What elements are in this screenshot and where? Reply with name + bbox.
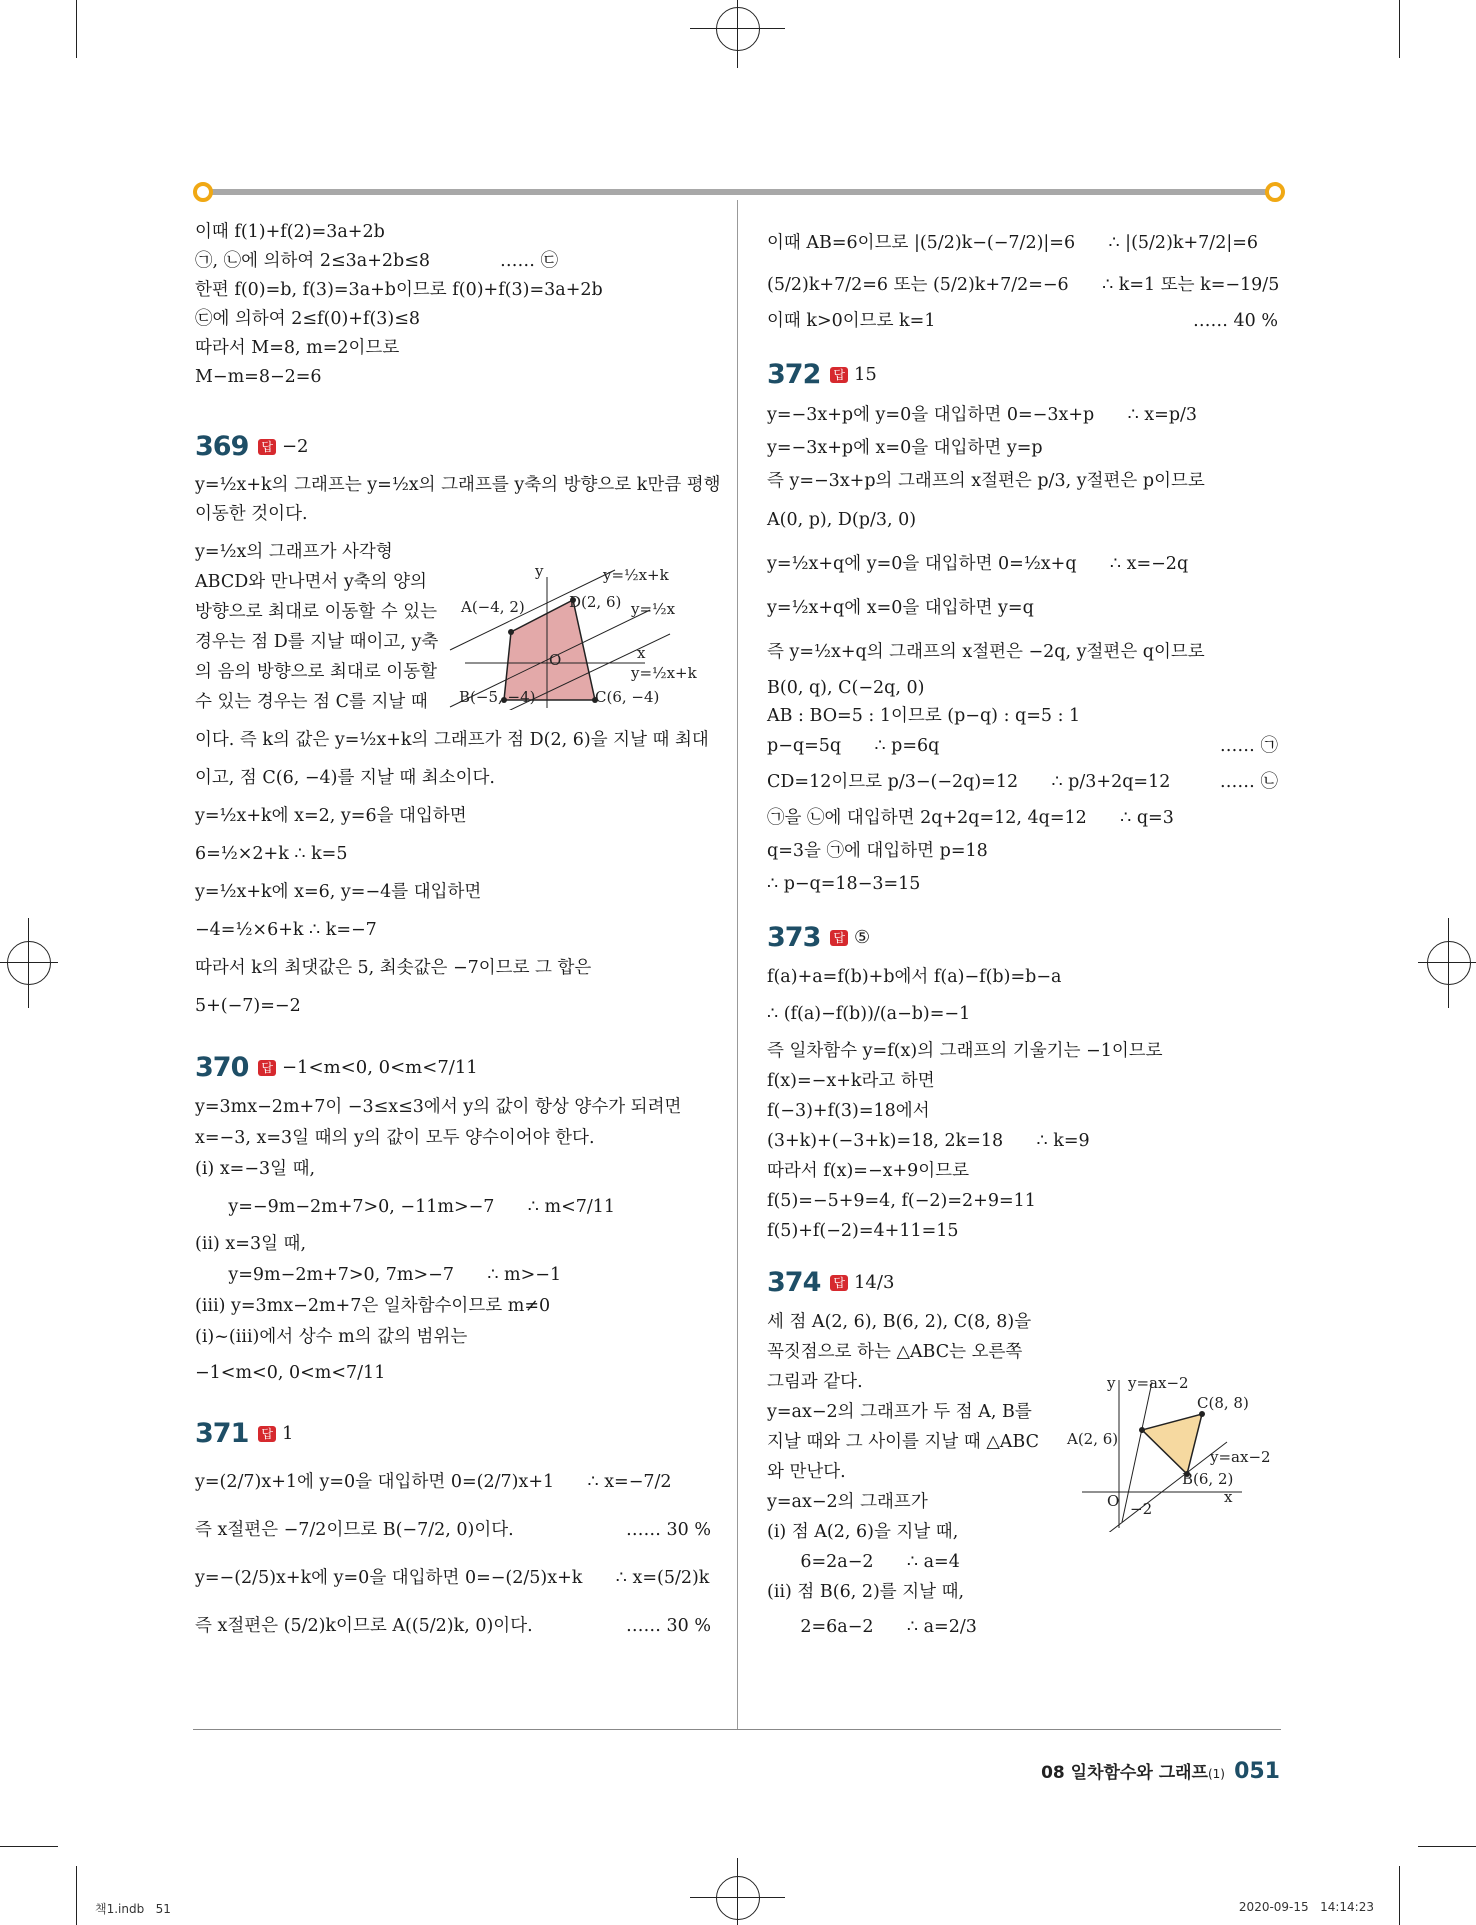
crop-mark xyxy=(76,1866,77,1925)
label-o: O xyxy=(549,651,562,669)
registration-mark xyxy=(1427,941,1471,985)
figure-369 xyxy=(445,562,715,710)
text-line: 지날 때와 그 사이를 지날 때 △ABC xyxy=(767,1432,1040,1452)
problem-372-header xyxy=(767,360,1282,389)
answer-value: −1<m<0, 0<m<7/11 xyxy=(281,1057,478,1078)
registration-mark xyxy=(716,7,760,51)
text-line: 이때 k>0이므로 k=1 …… 40 % xyxy=(767,306,1282,336)
text-line: y=−9m−2m+7>0, −11m>−7 ∴ m<7/11 xyxy=(195,1197,616,1217)
text-line: 그림과 같다. xyxy=(767,1372,863,1392)
text-line: 이때 f(1)+f(2)=3a+2b xyxy=(195,222,385,242)
problem-371-header xyxy=(195,1419,715,1448)
text-line: y=½x+k의 그래프는 y=½x의 그래프를 y축의 방향으로 k만큼 평행 xyxy=(195,475,721,495)
text-line: y=½x+q에 y=0을 대입하면 0=½x+q ∴ x=−2q xyxy=(767,554,1189,574)
answer-value: 14/3 xyxy=(853,1272,895,1293)
label-o: O xyxy=(1107,1492,1120,1510)
label-x: x xyxy=(637,644,646,662)
text-line: y=ax−2의 그래프가 xyxy=(767,1492,928,1512)
registration-mark xyxy=(737,0,738,68)
answer-badge: 답 xyxy=(258,439,276,455)
equation-marker: …… ㉡ xyxy=(1219,772,1278,792)
equation-marker: …… ㉢ xyxy=(500,251,559,271)
text-line: 즉 x절편은 −7/2이므로 B(−7/2, 0)이다. …… 30 % xyxy=(195,1506,715,1554)
crop-mark xyxy=(1399,0,1400,58)
text-line: 수 있는 경우는 점 C를 지날 때 xyxy=(195,692,428,712)
text-line: (ⅲ) y=3mx−2m+7은 일차함수이므로 m≠0 xyxy=(195,1296,551,1316)
text-line: p−q=5q ∴ p=6q …… ㉠ xyxy=(767,730,1282,762)
text-line: ∴ p−q=18−3=15 xyxy=(767,874,921,894)
text-line: ㉢에 의하여 2≤f(0)+f(3)≤8 xyxy=(195,309,421,329)
point-a xyxy=(1139,1427,1145,1433)
text-line: 따라서 k의 최댓값은 5, 최솟값은 −7이므로 그 합은 xyxy=(195,958,592,978)
text-line: 5+(−7)=−2 xyxy=(195,996,301,1016)
text-line: −4=½×6+k ∴ k=−7 xyxy=(195,920,377,940)
score-mark: …… 30 % xyxy=(625,1616,711,1636)
text-line: ㉠, ㉡에 의하여 2≤3a+2b≤8 …… ㉢ xyxy=(195,251,559,271)
label-line-middle: y=½x xyxy=(631,600,676,618)
answer-value: ⑤ xyxy=(853,927,871,948)
text-line: 세 점 A(2, 6), B(6, 2), C(8, 8)을 xyxy=(767,1312,1032,1332)
text-line: (ⅰ) x=−3일 때, xyxy=(195,1159,316,1179)
label-line-shallow: y=ax−2 xyxy=(1210,1448,1271,1466)
text-line: y=9m−2m+7>0, 7m>−7 ∴ m>−1 xyxy=(195,1265,562,1285)
chapter-title: 08 일차함수와 그래프 xyxy=(1041,1763,1208,1783)
text-line: 이동한 것이다. xyxy=(195,504,308,524)
text-line: y=−(2/5)x+k에 y=0을 대입하면 0=−(2/5)x+k ∴ x=(5/2)k xyxy=(195,1568,710,1588)
registration-mark xyxy=(7,941,51,985)
label-y: y xyxy=(535,562,544,580)
label-neg2: −2 xyxy=(1130,1500,1153,1518)
slug-right: 2020-09-15 14:14:23 xyxy=(1238,1900,1374,1914)
text-line: (ⅰ)~(ⅲ)에서 상수 m의 값의 범위는 xyxy=(195,1327,468,1347)
text-line: AB : BO=5 : 1이므로 (p−q) : q=5 : 1 xyxy=(767,706,1081,726)
text-line: 이다. 즉 k의 값은 y=½x+k의 그래프가 점 D(2, 6)을 지날 때 최대 xyxy=(195,730,709,750)
answer-badge: 답 xyxy=(258,1426,276,1442)
left-column xyxy=(195,218,721,1650)
crop-mark xyxy=(1418,1846,1476,1847)
side-text-block xyxy=(195,537,440,717)
problem-370-header xyxy=(195,1053,715,1082)
triangle-abc xyxy=(1142,1414,1202,1474)
text-line: f(5)+f(−2)=4+11=15 xyxy=(767,1221,959,1241)
text-line: y=½x+k에 x=2, y=6을 대입하면 xyxy=(195,806,467,826)
text-line: f(a)+a=f(b)+b에서 f(a)−f(b)=b−a xyxy=(767,967,1062,987)
text-line: 이고, 점 C(6, −4)를 지날 때 최소이다. xyxy=(195,768,495,788)
text-line: 이때 AB=6이므로 |(5/2)k−(−7/2)|=6 ∴ |(5/2)k+7/2|=6 xyxy=(767,233,1259,253)
label-line-lower: y=½x+k xyxy=(631,664,697,682)
text-line: 즉 x절편은 (5/2)k이므로 A((5/2)k, 0)이다. …… 30 % xyxy=(195,1602,715,1650)
text-line: 2=6a−2 ∴ a=2/3 xyxy=(767,1617,977,1637)
text-line: ㉠을 ㉡에 대입하면 2q+2q=12, 4q=12 ∴ q=3 xyxy=(767,808,1174,828)
text-line: y=½x+k에 x=6, y=−4를 대입하면 xyxy=(195,882,482,902)
text-line: 즉 y=−3x+p의 그래프의 x절편은 p/3, y절편은 p이므로 xyxy=(767,471,1205,491)
crop-mark xyxy=(76,0,77,58)
header-rule xyxy=(202,189,1272,195)
label-line-upper: y=½x+k xyxy=(603,566,669,584)
footer-rule xyxy=(193,1729,1281,1730)
text-line: y=½x의 그래프가 사각형 xyxy=(195,542,393,562)
registration-mark xyxy=(28,918,29,1008)
label-a: A(−4, 2) xyxy=(461,598,525,616)
label-b: B(−5, −4) xyxy=(459,688,536,706)
label-b: B(6, 2) xyxy=(1182,1470,1234,1488)
text-line: 의 음의 방향으로 최대로 이동할 xyxy=(195,662,438,682)
equation-marker: …… ㉠ xyxy=(1219,736,1278,756)
text-line: A(0, p), D(p/3, 0) xyxy=(767,510,917,530)
header-rule-right-dot xyxy=(1265,182,1285,202)
answer-value: −2 xyxy=(281,436,309,457)
answer-value: 15 xyxy=(853,364,877,385)
text-line: (ⅱ) 점 B(6, 2)를 지날 때, xyxy=(767,1582,965,1602)
text-line: 와 만난다. xyxy=(767,1462,846,1482)
text-line: y=−3x+p에 y=0을 대입하면 0=−3x+p ∴ x=p/3 xyxy=(767,405,1198,425)
label-d: D(2, 6) xyxy=(569,593,622,611)
score-mark: …… 40 % xyxy=(1192,311,1278,331)
slug-left: 책1.indb 51 xyxy=(95,1902,171,1916)
text-line: 즉 일차함수 y=f(x)의 그래프의 기울기는 −1이므로 xyxy=(767,1041,1163,1061)
label-y: y xyxy=(1107,1374,1116,1392)
score-mark: …… 30 % xyxy=(625,1520,711,1540)
text-line: y=(2/7)x+1에 y=0을 대입하면 0=(2/7)x+1 ∴ x=−7/2 xyxy=(195,1472,672,1492)
page-footer xyxy=(1041,1758,1280,1784)
problem-number: 372 xyxy=(767,359,821,390)
text-line: y=½x+q에 x=0을 대입하면 y=q xyxy=(767,598,1034,618)
text-line: (5/2)k+7/2=6 또는 (5/2)k+7/2=−6 ∴ k=1 또는 k=−19/5 xyxy=(767,275,1280,295)
text-line: f(−3)+f(3)=18에서 xyxy=(767,1101,930,1121)
text-line: 즉 y=½x+q의 그래프의 x절편은 −2q, y절편은 q이므로 xyxy=(767,642,1205,662)
text-line: 따라서 f(x)=−x+9이므로 xyxy=(767,1161,969,1181)
registration-mark xyxy=(737,1858,738,1925)
crop-mark xyxy=(1399,1866,1400,1925)
text-line: B(0, q), C(−2q, 0) xyxy=(767,678,925,698)
text-line: 방향으로 최대로 이동할 수 있는 xyxy=(195,602,438,622)
answer-badge: 답 xyxy=(830,930,848,946)
label-c: C(6, −4) xyxy=(595,688,660,706)
text-line: 경우는 점 D를 지날 때이고, y축 xyxy=(195,632,439,652)
point-a xyxy=(508,629,514,635)
registration-mark xyxy=(0,962,58,963)
answer-badge: 답 xyxy=(830,1275,848,1291)
text-line: f(5)=−5+9=4, f(−2)=2+9=11 xyxy=(767,1191,1036,1211)
text-line: ∴ (f(a)−f(b))/(a−b)=−1 xyxy=(767,1004,971,1024)
page-number: 051 xyxy=(1234,1759,1280,1784)
answer-value: 1 xyxy=(281,1423,294,1444)
text-line: ABCD와 만나면서 y축의 양의 xyxy=(195,572,427,592)
crop-mark xyxy=(0,1846,58,1847)
problem-369-header xyxy=(195,432,715,461)
problem-number: 373 xyxy=(767,922,821,953)
figure-374 xyxy=(1062,1372,1292,1532)
text-line: x=−3, x=3일 때의 y의 값이 모두 양수이어야 한다. xyxy=(195,1128,595,1148)
registration-mark xyxy=(1448,918,1449,1008)
text-line: y=−3x+p에 x=0을 대입하면 y=p xyxy=(767,438,1043,458)
registration-mark xyxy=(716,1876,760,1920)
text-line: M−m=8−2=6 xyxy=(195,367,322,387)
registration-mark xyxy=(690,1897,785,1898)
registration-mark xyxy=(1418,962,1476,963)
answer-badge: 답 xyxy=(830,367,848,383)
text-line: −1<m<0, 0<m<7/11 xyxy=(195,1363,386,1383)
text-line: 꼭짓점으로 하는 △ABC는 오른쪽 xyxy=(767,1342,1023,1362)
answer-badge: 답 xyxy=(258,1060,276,1076)
text-line: 따라서 M=8, m=2이므로 xyxy=(195,338,400,358)
chapter-suffix: (1) xyxy=(1207,1767,1225,1781)
text-line: 6=2a−2 ∴ a=4 xyxy=(767,1552,960,1572)
problem-374-header xyxy=(767,1268,1282,1297)
text-line: y=3mx−2m+7이 −3≤x≤3에서 y의 값이 항상 양수가 되려면 xyxy=(195,1097,682,1117)
problem-number: 369 xyxy=(195,431,249,462)
header-rule-left-dot xyxy=(193,182,213,202)
text-line: y=ax−2의 그래프가 두 점 A, B를 xyxy=(767,1402,1032,1422)
column-divider xyxy=(737,200,738,1730)
text-line: (ⅰ) 점 A(2, 6)을 지날 때, xyxy=(767,1522,959,1542)
label-a: A(2, 6) xyxy=(1067,1430,1119,1448)
text-line: (3+k)+(−3+k)=18, 2k=18 ∴ k=9 xyxy=(767,1131,1090,1151)
text-line: CD=12이므로 p/3−(−2q)=12 ∴ p/3+2q=12 …… ㉡ xyxy=(767,762,1282,802)
problem-number: 370 xyxy=(195,1052,249,1083)
registration-mark xyxy=(690,28,785,29)
label-line-steep: y=ax−2 xyxy=(1128,1374,1189,1392)
text-line: 한편 f(0)=b, f(3)=3a+b이므로 f(0)+f(3)=3a+2b xyxy=(195,280,603,300)
problem-373-header xyxy=(767,923,1282,952)
text-line: (ⅱ) x=3일 때, xyxy=(195,1234,307,1254)
text-line: 6=½×2+k ∴ k=5 xyxy=(195,844,348,864)
text-line: q=3을 ㉠에 대입하면 p=18 xyxy=(767,841,988,861)
problem-number: 374 xyxy=(767,1267,821,1298)
label-c: C(8, 8) xyxy=(1197,1394,1249,1412)
problem-number: 371 xyxy=(195,1418,249,1449)
label-x: x xyxy=(1224,1488,1233,1506)
text-line: f(x)=−x+k라고 하면 xyxy=(767,1071,935,1091)
